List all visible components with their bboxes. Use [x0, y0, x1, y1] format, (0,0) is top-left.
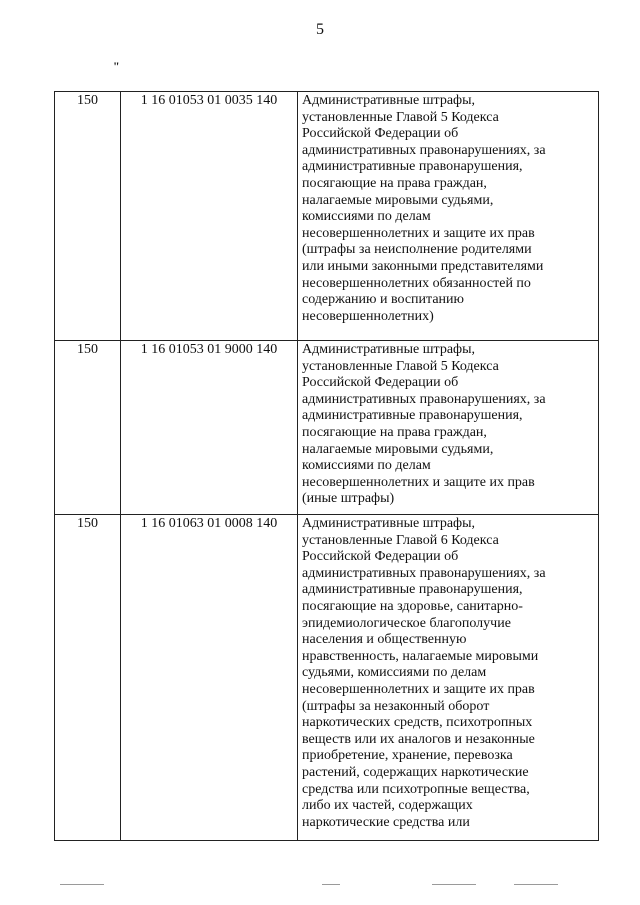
- admin-code-cell: 150: [55, 92, 121, 341]
- description-line: Административные штрафы,: [302, 342, 476, 357]
- quote-mark: ": [113, 59, 120, 73]
- description-line: несовершеннолетних обязанностей по: [302, 275, 531, 291]
- description-line: посягающие на права граждан,: [302, 424, 487, 440]
- description-line: или иными законными представителями: [302, 258, 544, 274]
- description-line: несовершеннолетних): [302, 308, 434, 324]
- description-line: Административные штрафы,: [302, 516, 476, 531]
- description-line: Административные штрафы,: [302, 93, 476, 108]
- description-line: либо их частей, содержащих: [302, 798, 473, 814]
- scan-artifact-line: [322, 884, 340, 885]
- description-line: нравственность, налагаемые мировыми: [302, 648, 539, 664]
- description-line: административные правонарушения,: [302, 408, 523, 424]
- description-line: населения и общественную: [302, 632, 467, 648]
- description-line: налагаемые мировыми судьями,: [302, 441, 494, 457]
- description-line: Российской Федерации об: [302, 549, 459, 565]
- budget-codes-table: [54, 91, 599, 841]
- table-row: [55, 341, 599, 515]
- description-line: (иные штрафы): [302, 491, 395, 507]
- description-line: наркотических средств, психотропных: [302, 715, 533, 731]
- description-line: посягающие на здоровье, санитарно-: [302, 598, 523, 614]
- description-cell: [298, 341, 599, 515]
- description-line: установленные Главой 6 Кодекса: [302, 532, 499, 548]
- description-line: установленные Главой 5 Кодекса: [302, 358, 499, 374]
- description-line: комиссиями по делам: [302, 458, 431, 474]
- description-cell: [298, 92, 599, 341]
- description-line: средства или психотропные вещества,: [302, 781, 530, 797]
- description-line: посягающие на права граждан,: [302, 175, 487, 191]
- description-line: (штрафы за незаконный оборот: [302, 698, 490, 714]
- scan-artifact-line: [432, 884, 476, 885]
- description-cell: [298, 515, 599, 841]
- description-line: установленные Главой 5 Кодекса: [302, 109, 499, 125]
- description-line: веществ или их аналогов и незаконные: [302, 731, 535, 747]
- description-line: (штрафы за неисполнение родителями: [302, 242, 532, 258]
- table-row: [55, 515, 599, 841]
- description-line: эпидемиологическое благополучие: [302, 615, 511, 631]
- description-line: несовершеннолетних и защите их прав: [302, 681, 535, 697]
- description-line: административных правонарушениях, за: [302, 142, 546, 158]
- description-line: административные правонарушения,: [302, 582, 523, 598]
- description-line: административных правонарушениях, за: [302, 391, 546, 407]
- page-number: 5: [316, 21, 324, 38]
- budget-code-cell: 1 16 01063 01 0008 140: [121, 515, 298, 841]
- admin-code-cell: 150: [55, 341, 121, 515]
- description-line: наркотические средства или: [302, 814, 470, 830]
- description-line: налагаемые мировыми судьями,: [302, 192, 494, 208]
- description-line: приобретение, хранение, перевозка: [302, 748, 513, 764]
- description-line: растений, содержащих наркотические: [302, 764, 529, 780]
- description-line: несовершеннолетних и защите их прав: [302, 474, 535, 490]
- description-line: судьями, комиссиями по делам: [302, 665, 487, 681]
- budget-code-cell: 1 16 01053 01 0035 140: [121, 92, 298, 341]
- scan-artifact-line: [514, 884, 558, 885]
- description-line: Российской Федерации об: [302, 126, 459, 142]
- description-line: содержанию и воспитанию: [302, 292, 464, 308]
- description-line: несовершеннолетних и защите их прав: [302, 225, 535, 241]
- description-line: административных правонарушениях, за: [302, 565, 546, 581]
- scan-artifact-line: [60, 884, 104, 885]
- budget-code-cell: 1 16 01053 01 9000 140: [121, 341, 298, 515]
- table-row: [55, 92, 599, 341]
- table-body: [55, 92, 599, 841]
- admin-code-cell: 150: [55, 515, 121, 841]
- description-line: Российской Федерации об: [302, 375, 459, 391]
- description-line: комиссиями по делам: [302, 209, 431, 225]
- description-line: административные правонарушения,: [302, 159, 523, 175]
